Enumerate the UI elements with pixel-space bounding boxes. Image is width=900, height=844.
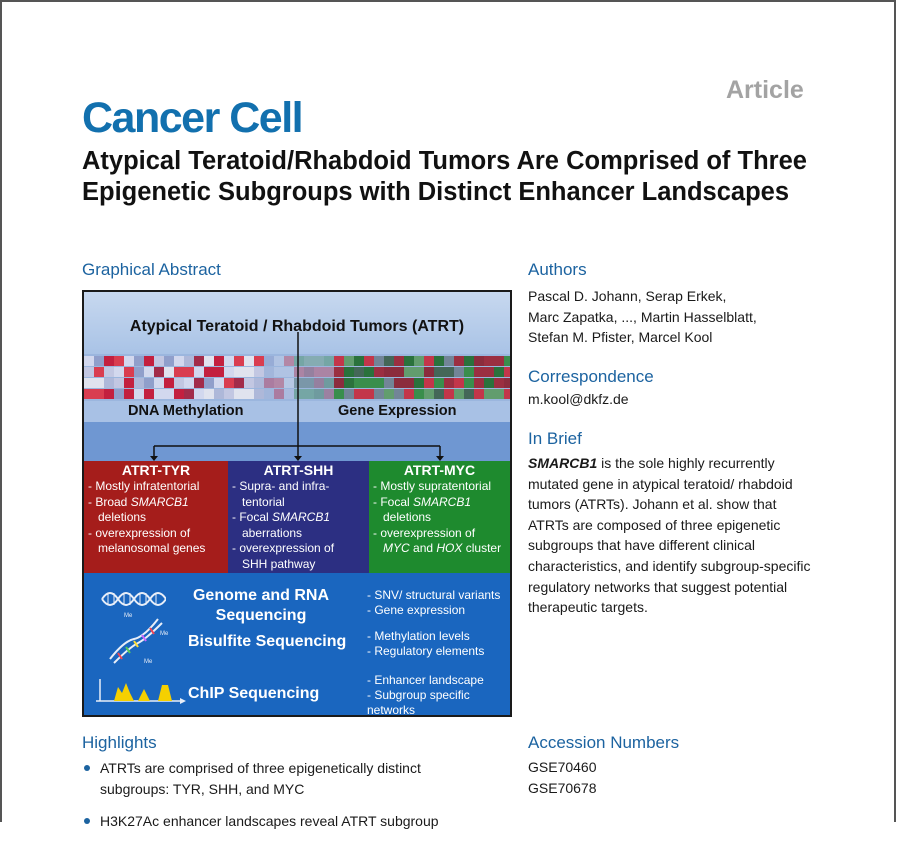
seq-desc-genome-rna (367, 588, 500, 618)
subgroup-line: - Mostly infratentorial (88, 479, 200, 493)
correspondence-email[interactable]: m.kool@dkfz.de (528, 391, 629, 407)
subgroup-line: - Mostly supratentorial (373, 479, 492, 493)
in-brief-body: is the sole highly recurrently mutated gene in atypical teratoid/ rhabdoid tumors (ATRTs). Johann et al. show that ATRTs are composed of three epigenetic subgroups that have different clinical characteristics, and identify subgroup-specific regulatory networks that suggest potential therapeutic targets. (528, 455, 811, 616)
paper-title: Atypical Teratoid/Rhabdoid Tumors Are Comprised of Three Epigenetic Subgroups with Distinct Enhancer Landscapes (82, 147, 807, 206)
seq-desc-line: - Subgroup specific (367, 688, 470, 702)
graphical-abstract-heading: Graphical Abstract (82, 260, 221, 279)
journal-name: Cancer Cell (82, 94, 303, 142)
seq-desc-line: - Enhancer landscape (367, 673, 484, 687)
seq-desc-line: networks (367, 703, 416, 717)
highlight-item: H3K27Ac enhancer landscapes reveal ATRT subgroup (84, 811, 484, 832)
highlights-list (84, 758, 484, 844)
highlight-item: ATRTs are comprised of three epigenetically distinct subgroups: TYR, SHH, and MYC (84, 758, 484, 799)
methylated-dna-icon (104, 613, 164, 665)
correspondence-heading: Correspondence (528, 367, 654, 386)
author-line: Pascal D. Johann, Serap Erkek, (528, 288, 727, 304)
subgroup-title: ATRT-SHH (263, 462, 334, 478)
me-label: Me (160, 631, 169, 637)
seq-name-genome-rna (186, 586, 336, 626)
seq-name-line: Bisulfite Sequencing (188, 633, 347, 650)
seq-name-chip (188, 685, 348, 703)
dna-methylation-label: DNA Methylation (128, 403, 244, 419)
author-line: Marc Zapatka, ..., Martin Hasselblatt, (528, 308, 757, 325)
seq-desc-line: - Gene expression (367, 603, 466, 617)
seq-desc-chip (367, 673, 484, 717)
subgroup-line: - Focal SMARCB1 (373, 494, 472, 509)
subgroup-line: - Broad SMARCB1 (88, 494, 189, 509)
seq-desc-line: - Regulatory elements (367, 644, 485, 658)
dna-helix-icon (100, 587, 166, 611)
in-brief-text (528, 453, 813, 618)
chip-peaks-icon (94, 673, 186, 705)
ga-title: Atypical Teratoid / Rhabdoid Tumors (ATRT) (129, 318, 465, 335)
subgroup-line: deletions (88, 510, 147, 524)
seq-name-line: ChIP Sequencing (188, 685, 320, 702)
subgroup-line: MYC and HOX cluster (383, 541, 502, 555)
subgroup-line: - Supra- and infra- (232, 479, 330, 493)
me-label: Me (144, 659, 153, 665)
seq-desc-line: - Methylation levels (367, 629, 470, 643)
me-label: Me (124, 613, 133, 619)
in-brief-heading: In Brief (528, 429, 582, 448)
subgroup-line: - overexpression of (373, 525, 476, 540)
subgroup-title: ATRT-TYR (121, 462, 191, 478)
subgroup-line: aberrations (232, 525, 303, 540)
tree-connector (84, 292, 512, 467)
author-line: Stefan M. Pfister, Marcel Kool (528, 329, 713, 346)
subgroup-atrt-myc (369, 461, 510, 573)
seq-name-line: Sequencing (215, 607, 307, 624)
subgroup-line: SHH pathway (232, 556, 316, 571)
accession-heading: Accession Numbers (528, 733, 680, 752)
highlights-heading: Highlights (82, 733, 157, 752)
subgroup-line: - Focal SMARCB1 (232, 510, 331, 524)
seq-name-line: Genome and RNA (192, 587, 329, 604)
seq-name-bisulfite (188, 633, 360, 651)
accession-list (528, 757, 597, 798)
subgroup-atrt-tyr (84, 461, 228, 573)
gene-expression-label: Gene Expression (338, 403, 457, 419)
subgroup-title: ATRT-MYC (403, 462, 476, 478)
subgroup-line: tentorial (232, 494, 285, 509)
subgroup-atrt-shh (228, 461, 369, 573)
seq-desc-line: - SNV/ structural variants (367, 588, 501, 602)
graphical-abstract-figure (82, 290, 512, 717)
accession-number[interactable]: GSE70678 (528, 779, 597, 796)
subgroup-line: - overexpression of (88, 525, 191, 540)
authors-list (528, 286, 828, 348)
subgroup-line: deletions (373, 510, 432, 524)
authors-heading: Authors (528, 260, 587, 279)
subgroup-line: melanosomal genes (88, 541, 206, 555)
seq-desc-bisulfite (367, 629, 484, 659)
in-brief-gene: SMARCB1 (528, 455, 598, 471)
sequencing-panel (84, 573, 510, 717)
subgroup-line: - overexpression of (232, 541, 335, 555)
article-type-label: Article (726, 76, 804, 104)
accession-number[interactable]: GSE70460 (528, 759, 597, 775)
